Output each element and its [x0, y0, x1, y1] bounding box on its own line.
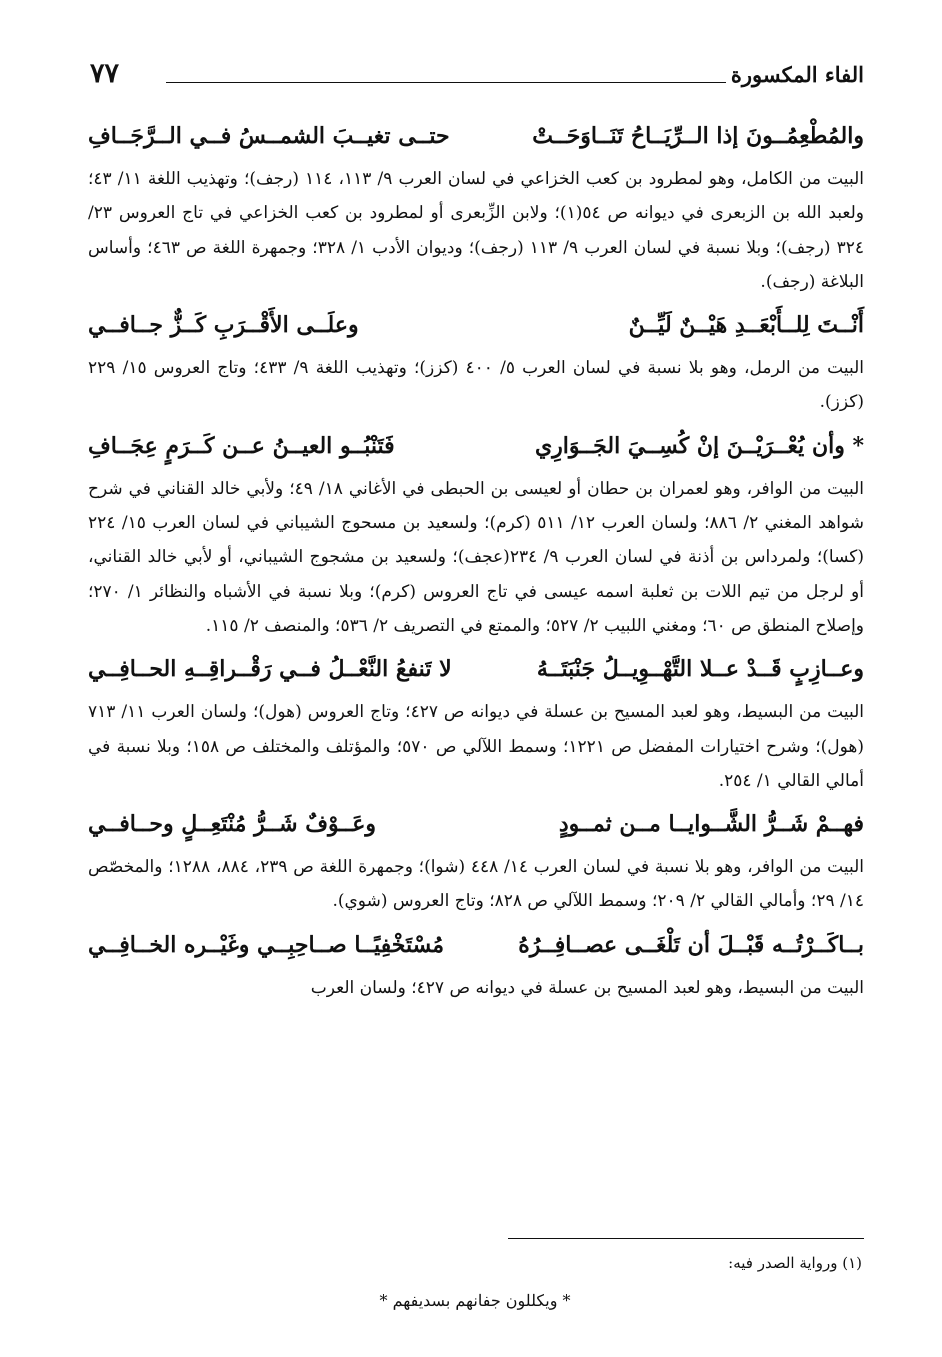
footnote-line: (١) ورواية الصدر فيه: [728, 1254, 862, 1272]
verse-line [88, 643, 864, 695]
verse-first-hemistich: بــاكَــرْتُــه قَبْــلَ أن تَلْغَــى عصــافِــرُهُ [518, 931, 864, 958]
main-content [88, 110, 864, 1005]
poem-entry [88, 299, 864, 420]
verse-second-hemistich: مُسْتَخْفِيًــا صــاحِبِــي وغَيْــره الخــافِــي [88, 931, 445, 958]
commentary-paragraph: البيت من الكامل، وهو لمطرود بن كعب الخزاعي في لسان العرب ٩/ ١١٣، ١١٤ (رجف)؛ وتهذيب اللغة ١١/ ٤٣؛ ولعبد الله بن الزبعرى في ديوانه ص ٥٤(١)؛ ولابن الزِّبعرى أو لمطرود بن كعب الخزاعي في تاج العروس ٢٣/ ٣٢٤ (رجف)؛ وبلا نسبة في لسان العرب ٩/ ١١٣ (رجف)؛ وديوان الأدب ١/ ٣٢٨؛ وجمهرة اللغة ص ٤٦٣؛ وأساس البلاغة (رجف). [88, 169, 864, 292]
commentary-paragraph: البيت من الوافر، وهو بلا نسبة في لسان العرب ١٤/ ٤٤٨ (شوا)؛ وجمهرة اللغة ص ٢٣٩، ٨٨٤، ١٢٨٨؛ والمخصّص ١٤/ ٢٩؛ وأمالي القالي ٢/ ٢٠٩؛ وسمط اللآلي ص ٨٢٨؛ وتاج العروس (شوي). [88, 857, 865, 912]
verse-line [88, 919, 864, 971]
footnote [88, 1250, 862, 1314]
page-header [90, 58, 864, 94]
verse-second-hemistich: حتــى تغيــبَ الشمــسُ فــي الــرَّجَــافِ [88, 123, 450, 149]
commentary-paragraph: البيت من البسيط، وهو لعبد المسيح بن عسلة في ديوانه ص ٤٢٧؛ ولسان العرب [310, 977, 864, 998]
commentary-paragraph: البيت من الرمل، وهو بلا نسبة في لسان العرب ٥/ ٤٠٠ (كزز)؛ وتهذيب اللغة ٩/ ٤٣٣؛ وتاج العروس ١٥/ ٢٢٩ (كزز). [88, 358, 864, 413]
poem-entry [88, 798, 864, 919]
page-number: ٧٧ [90, 58, 120, 89]
verse-first-hemistich: وعــازِبٍ قَــدْ عــلا التَّهْــوِيــلُ جَنْبَتَــهُ [536, 656, 864, 683]
verse-second-hemistich: فَتَنْبُــو العيــنُ عــن كَــرَمٍ عِجَــافِ [88, 432, 395, 459]
verse-first-hemistich: أَنْــتَ لِلــأَبْعَــدِ هَيْــنٌ لَيِّــنٌ [628, 312, 864, 339]
verse-line [88, 299, 864, 351]
poem-entry [88, 110, 864, 299]
verse-second-hemistich: لا تَنفعُ النَّعْــلُ فــي رَقْــراقِــهِ الحــافِــي [88, 656, 452, 683]
verse-second-hemistich: وعَــوْفٌ شَــرُّ مُنْتَعِــلٍ وحــافــي [88, 811, 377, 838]
verse-second-hemistich: وعلَــى الأَقْــرَبِ كَــزٌّ جــافــي [88, 312, 359, 339]
poem-entry [88, 919, 864, 1005]
footnote-rule [508, 1238, 864, 1239]
commentary-paragraph: البيت من الوافر، وهو لعمران بن حطان أو لعيسى بن الحبطى في الأغاني ١٨/ ٤٩؛ ولأبي خالد القناني في شرح شواهد المغني ٢/ ٨٨٦؛ ولسان العرب ١٢/ ٥١١ (كرم)؛ ولسعيد بن مسحوج الشيباني في لسان العرب ١٥/ ٢٢٤ (كسا)؛ ولمرداس بن أذنة في لسان العرب ٩/ ٢٣٤(عجف)؛ ولسعيد بن مشجوج الشيباني، أو لأبي خالد القناني، أو لرجل من تيم اللات بن ثعلبة اسمه عيسى في تاج العروس (كرم)؛ وبلا نسبة في الأشباه والنظائر ١/ ٢٧٠؛ وإصلاح المنطق ص ٦٠؛ ومغني اللبيب ٢/ ٥٢٧؛ والممتع في التصريف ٢/ ٥٣٦؛ والمنصف ٢/ ١١٥. [88, 478, 864, 636]
verse-first-hemistich: والمُطْعِمُــونَ إذا الــرِّيَــاحُ تَنَــاوَحَــتْ [532, 123, 864, 149]
verse-first-hemistich: فهــمْ شَــرُّ الشَّــوايــا مــن ثمــودٍ [558, 811, 864, 838]
poem-entry [88, 643, 864, 798]
running-title: الفاء المكسورة [730, 62, 864, 87]
verse-line [88, 110, 864, 162]
verse-first-hemistich: * وأن يُعْــرَيْــنَ إنْ كُسِــيَ الجَــوَارِي [534, 432, 864, 459]
footnote-quote: * ويكللون جفانهم بسديفهم * [379, 1291, 571, 1310]
poem-entry [88, 420, 864, 643]
commentary-paragraph: البيت من البسيط، وهو لعبد المسيح بن عسلة في ديوانه ص ٤٢٧؛ وتاج العروس (هول)؛ ولسان العرب ١١/ ٧١٣ (هول)؛ وشرح اختيارات المفضل ص ١٢٢١؛ وسمط اللآلي ص ٥٧٠؛ والمؤتلف والمختلف ص ١٥٨؛ وبلا نسبة في أمالي القالي ١/ ٢٥٤. [88, 702, 865, 791]
verse-line [88, 420, 864, 472]
header-rule [166, 82, 726, 83]
verse-line [88, 798, 864, 850]
